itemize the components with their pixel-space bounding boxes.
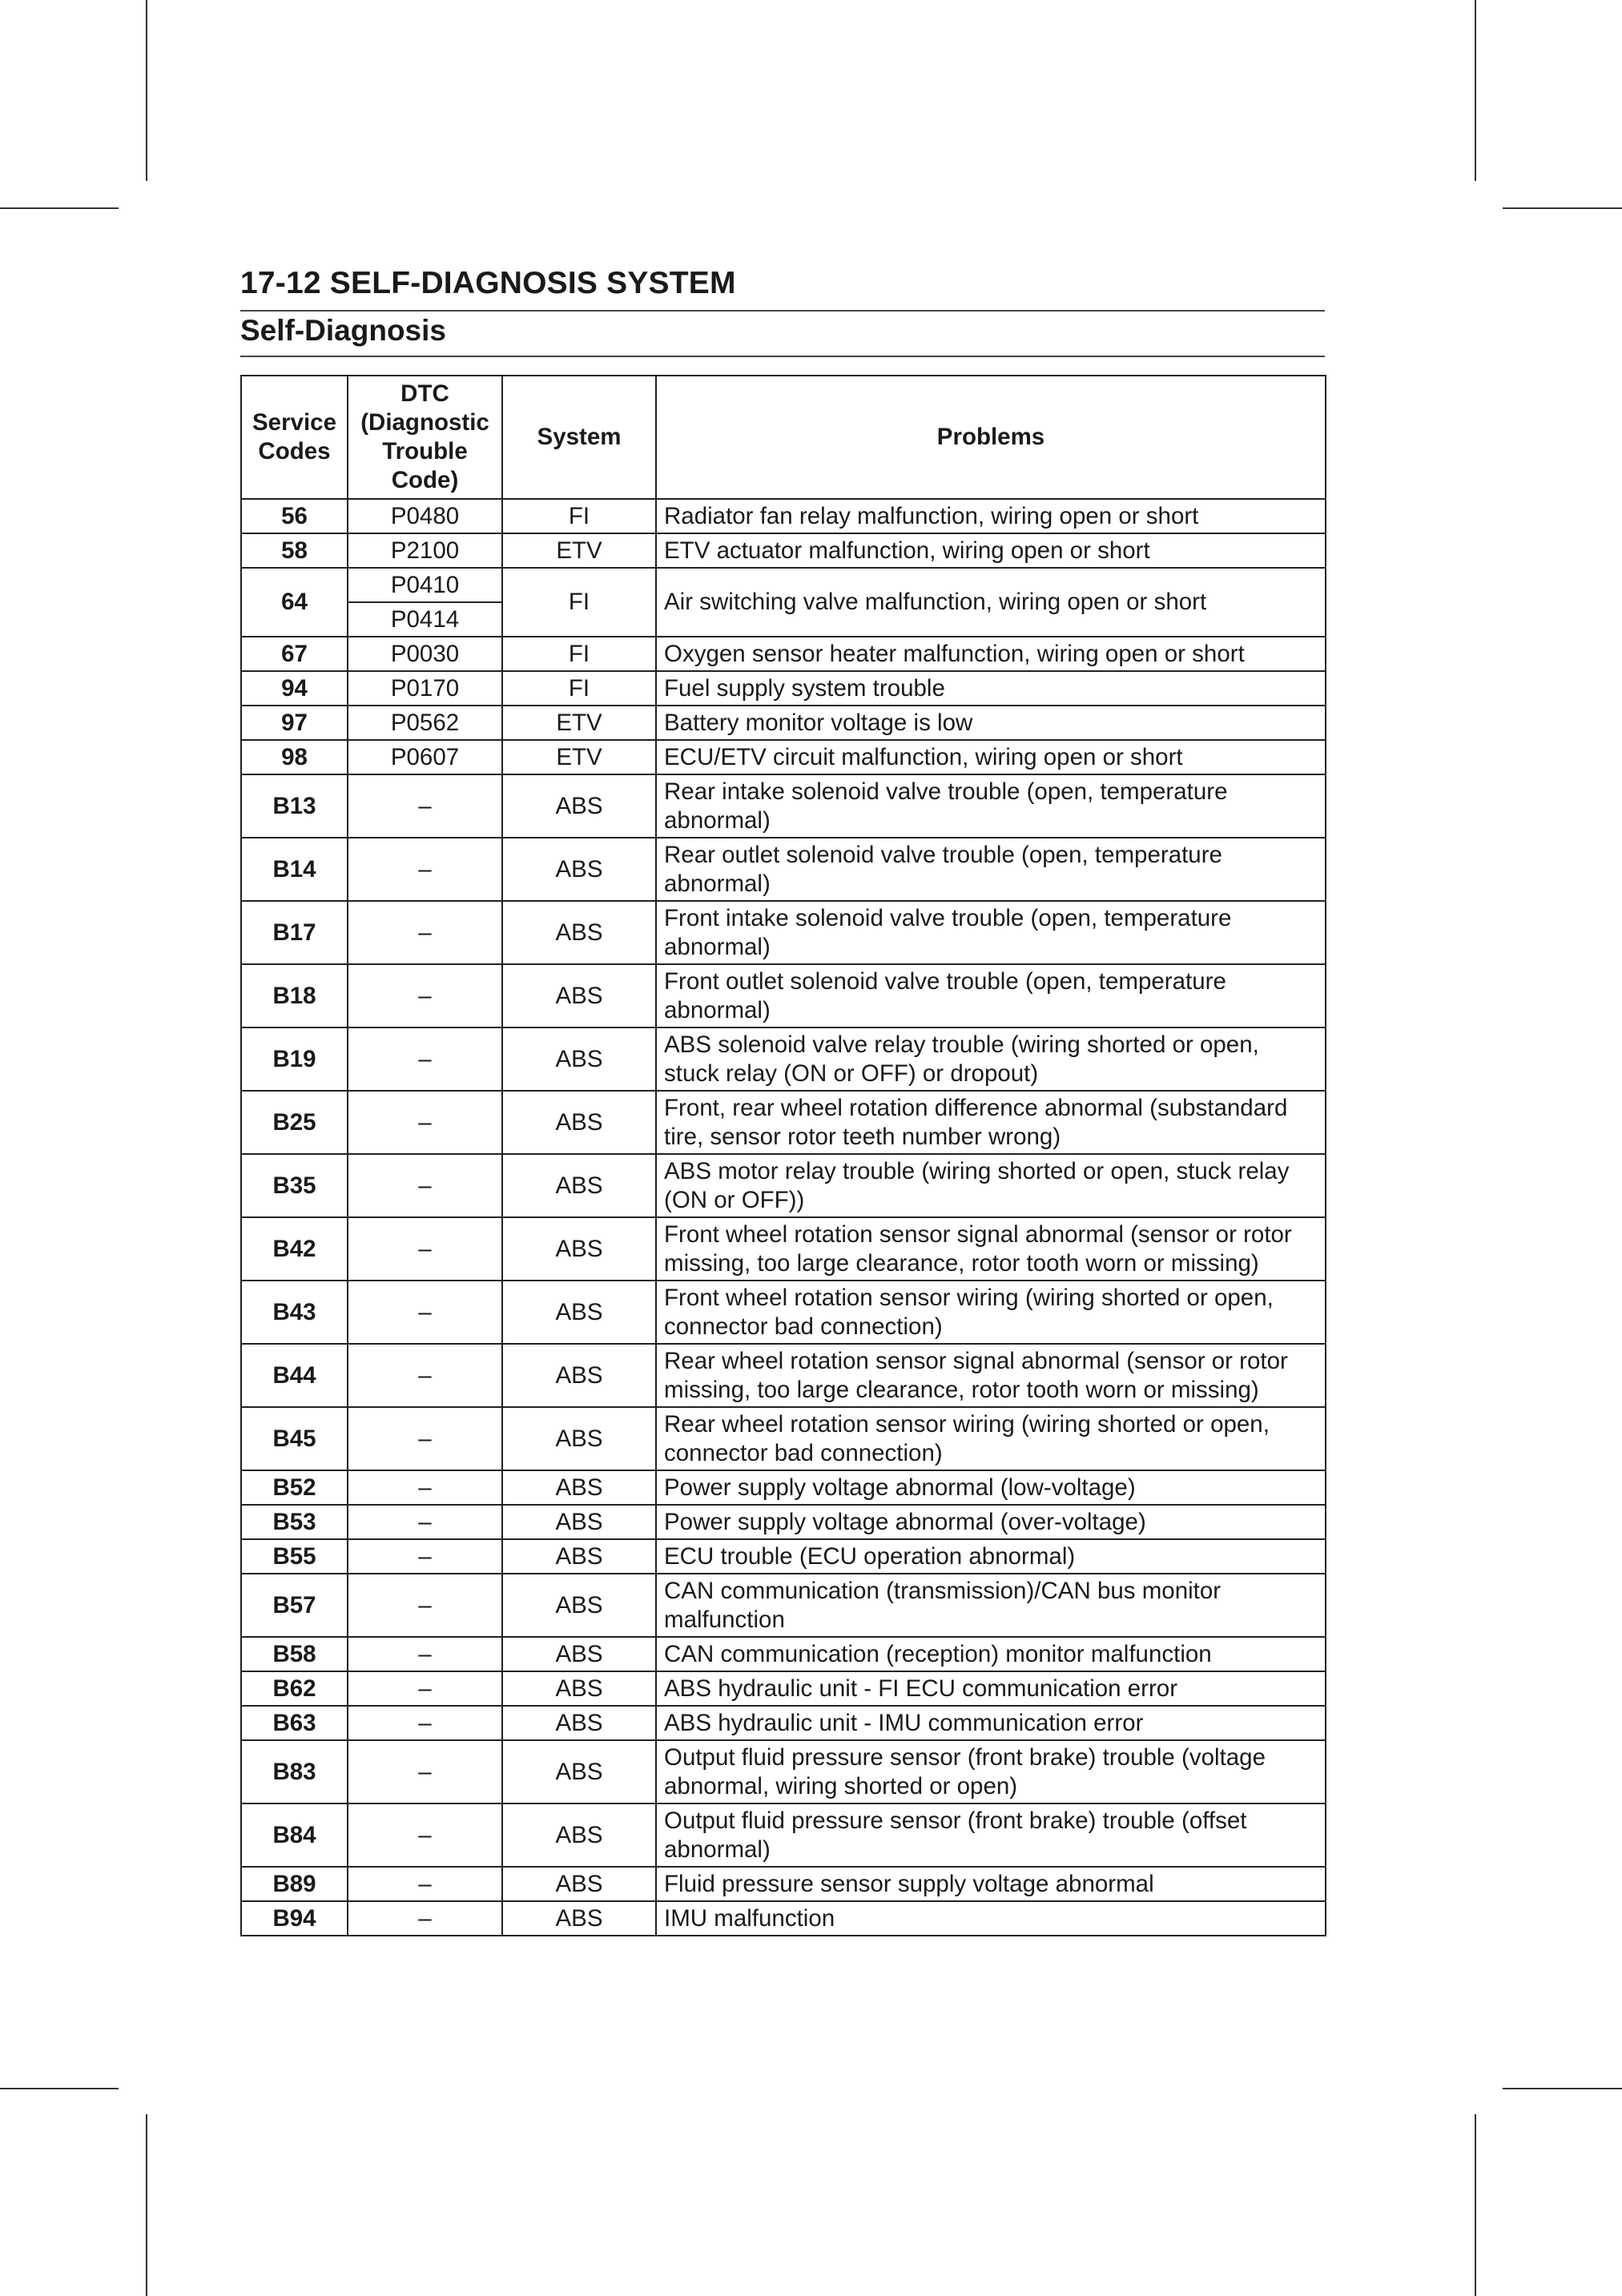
dtc-code: – (348, 1539, 502, 1574)
problem: Rear intake solenoid valve trouble (open, temperature abnormal) (656, 774, 1326, 838)
problem: Air switching valve malfunction, wiring open or short (656, 568, 1326, 637)
problem: Fuel supply system trouble (656, 671, 1326, 706)
service-code: 58 (241, 533, 348, 568)
system: ABS (502, 1344, 656, 1407)
problem: IMU malfunction (656, 1901, 1326, 1936)
system: ABS (502, 1281, 656, 1344)
service-code: B42 (241, 1217, 348, 1281)
system: FI (502, 568, 656, 637)
service-code: B63 (241, 1706, 348, 1740)
table-row (241, 499, 1326, 533)
dtc-code: P2100 (348, 533, 502, 568)
crop-mark-left-lower (0, 2088, 119, 2089)
service-code: B14 (241, 838, 348, 901)
column-header-service-codes: Service Codes (241, 376, 348, 499)
dtc-code: – (348, 1867, 502, 1901)
table-row (241, 1281, 1326, 1344)
system: ABS (502, 774, 656, 838)
problem: Front, rear wheel rotation difference abnormal (substandard tire, sensor rotor teeth number wrong) (656, 1091, 1326, 1154)
table-row (241, 1344, 1326, 1407)
crop-mark-right-upper (1503, 207, 1622, 209)
system: ETV (502, 706, 656, 740)
service-code: B43 (241, 1281, 348, 1344)
service-code: 98 (241, 740, 348, 774)
system: ABS (502, 901, 656, 964)
table-row (241, 1901, 1326, 1936)
dtc-code: P0414 (348, 602, 502, 637)
problem: CAN communication (transmission)/CAN bus monitor malfunction (656, 1574, 1326, 1637)
problem: ETV actuator malfunction, wiring open or short (656, 533, 1326, 568)
dtc-code: – (348, 1154, 502, 1217)
system: ETV (502, 533, 656, 568)
service-code: B58 (241, 1637, 348, 1671)
problem: ABS hydraulic unit - FI ECU communication error (656, 1671, 1326, 1706)
table-row (241, 568, 1326, 602)
system: ABS (502, 1867, 656, 1901)
service-code: 67 (241, 637, 348, 671)
dtc-code: – (348, 1803, 502, 1867)
problem: ECU/ETV circuit malfunction, wiring open or short (656, 740, 1326, 774)
system: ABS (502, 1901, 656, 1936)
table-row (241, 637, 1326, 671)
crop-mark-bottom-left (146, 2114, 147, 2296)
service-code: B89 (241, 1867, 348, 1901)
system: ABS (502, 1407, 656, 1470)
table-row (241, 1867, 1326, 1901)
dtc-code: P0410 (348, 568, 502, 602)
problem: CAN communication (reception) monitor malfunction (656, 1637, 1326, 1671)
service-code: B83 (241, 1740, 348, 1803)
system: ABS (502, 1217, 656, 1281)
dtc-code: – (348, 1407, 502, 1470)
column-header-system: System (502, 376, 656, 499)
system: ABS (502, 1027, 656, 1091)
dtc-code: – (348, 838, 502, 901)
dtc-code: – (348, 774, 502, 838)
service-code: B19 (241, 1027, 348, 1091)
problem: ABS hydraulic unit - IMU communication error (656, 1706, 1326, 1740)
service-code: B17 (241, 901, 348, 964)
service-code: B52 (241, 1470, 348, 1505)
table-row (241, 901, 1326, 964)
system: FI (502, 671, 656, 706)
service-code: 56 (241, 499, 348, 533)
problem: Rear wheel rotation sensor signal abnormal (sensor or rotor missing, too large clearance, rotor tooth worn or missing) (656, 1344, 1326, 1407)
service-code: B57 (241, 1574, 348, 1637)
crop-mark-top-left (146, 0, 147, 181)
system: ABS (502, 1539, 656, 1574)
table-row (241, 964, 1326, 1027)
system: ABS (502, 1706, 656, 1740)
dtc-code: P0030 (348, 637, 502, 671)
table-row (241, 1407, 1326, 1470)
service-code: B35 (241, 1154, 348, 1217)
table-row (241, 838, 1326, 901)
dtc-code: – (348, 1637, 502, 1671)
system: ABS (502, 1154, 656, 1217)
service-code: 97 (241, 706, 348, 740)
problem: Output fluid pressure sensor (front brake) trouble (offset abnormal) (656, 1803, 1326, 1867)
dtc-code: – (348, 1901, 502, 1936)
table-row (241, 740, 1326, 774)
table-row (241, 1154, 1326, 1217)
page-title: 17-12 SELF-DIAGNOSIS SYSTEM (240, 266, 736, 300)
dtc-code: – (348, 1091, 502, 1154)
dtc-code: P0562 (348, 706, 502, 740)
table-row (241, 1574, 1326, 1637)
dtc-code: – (348, 1281, 502, 1344)
service-code: B25 (241, 1091, 348, 1154)
table-row (241, 1539, 1326, 1574)
dtc-code: – (348, 1505, 502, 1539)
system: FI (502, 637, 656, 671)
problem: Front wheel rotation sensor wiring (wiring shorted or open, connector bad connection) (656, 1281, 1326, 1344)
table-row (241, 1637, 1326, 1671)
dtc-code: – (348, 1344, 502, 1407)
column-header-problems: Problems (656, 376, 1326, 499)
table-row (241, 1091, 1326, 1154)
table-header-row (241, 376, 1326, 499)
table-row (241, 1470, 1326, 1505)
section-divider (240, 356, 1325, 357)
dtc-code: – (348, 1671, 502, 1706)
problem: Rear outlet solenoid valve trouble (open, temperature abnormal) (656, 838, 1326, 901)
crop-mark-top-right (1475, 0, 1476, 181)
crop-mark-left-upper (0, 207, 119, 209)
service-code: B45 (241, 1407, 348, 1470)
system: ABS (502, 1637, 656, 1671)
diagnosis-table (240, 375, 1326, 1936)
problem: Oxygen sensor heater malfunction, wiring open or short (656, 637, 1326, 671)
table-row (241, 533, 1326, 568)
service-code: B62 (241, 1671, 348, 1706)
dtc-code: P0170 (348, 671, 502, 706)
table-row (241, 706, 1326, 740)
service-code: B13 (241, 774, 348, 838)
table-row (241, 1803, 1326, 1867)
system: ABS (502, 838, 656, 901)
dtc-code: P0480 (348, 499, 502, 533)
system: ETV (502, 740, 656, 774)
title-divider (240, 310, 1325, 312)
service-code: B18 (241, 964, 348, 1027)
table-row (241, 1217, 1326, 1281)
dtc-code: – (348, 1470, 502, 1505)
dtc-code: – (348, 1217, 502, 1281)
dtc-code: – (348, 1706, 502, 1740)
service-code: B84 (241, 1803, 348, 1867)
table-row (241, 1027, 1326, 1091)
system: ABS (502, 1470, 656, 1505)
system: ABS (502, 1740, 656, 1803)
problem: ABS motor relay trouble (wiring shorted or open, stuck relay (ON or OFF)) (656, 1154, 1326, 1217)
system: ABS (502, 1671, 656, 1706)
table-row (241, 1505, 1326, 1539)
dtc-code: P0607 (348, 740, 502, 774)
dtc-code: – (348, 964, 502, 1027)
system: ABS (502, 1091, 656, 1154)
problem: Front outlet solenoid valve trouble (open, temperature abnormal) (656, 964, 1326, 1027)
system: ABS (502, 1574, 656, 1637)
table-row (241, 1706, 1326, 1740)
service-code: B55 (241, 1539, 348, 1574)
system: FI (502, 499, 656, 533)
system: ABS (502, 964, 656, 1027)
problem: Power supply voltage abnormal (low-voltage) (656, 1470, 1326, 1505)
system: ABS (502, 1803, 656, 1867)
problem: ABS solenoid valve relay trouble (wiring shorted or open, stuck relay (ON or OFF) or dropout) (656, 1027, 1326, 1091)
crop-mark-right-lower (1503, 2088, 1622, 2089)
table-row (241, 1671, 1326, 1706)
system: ABS (502, 1505, 656, 1539)
dtc-code: – (348, 901, 502, 964)
problem: Power supply voltage abnormal (over-voltage) (656, 1505, 1326, 1539)
column-header-dtc: DTC (Diagnostic Trouble Code) (348, 376, 502, 499)
problem: Battery monitor voltage is low (656, 706, 1326, 740)
dtc-code: – (348, 1027, 502, 1091)
problem: Rear wheel rotation sensor wiring (wiring shorted or open, connector bad connection) (656, 1407, 1326, 1470)
service-code: 94 (241, 671, 348, 706)
dtc-code: – (348, 1740, 502, 1803)
service-code: B53 (241, 1505, 348, 1539)
problem: Front intake solenoid valve trouble (open, temperature abnormal) (656, 901, 1326, 964)
problem: ECU trouble (ECU operation abnormal) (656, 1539, 1326, 1574)
table-row (241, 671, 1326, 706)
section-title: Self-Diagnosis (240, 314, 446, 347)
service-code: 64 (241, 568, 348, 637)
table-row (241, 774, 1326, 838)
problem: Output fluid pressure sensor (front brake) trouble (voltage abnormal, wiring shorted or open) (656, 1740, 1326, 1803)
problem: Fluid pressure sensor supply voltage abnormal (656, 1867, 1326, 1901)
crop-mark-bottom-right (1475, 2114, 1476, 2296)
service-code: B44 (241, 1344, 348, 1407)
problem: Front wheel rotation sensor signal abnormal (sensor or rotor missing, too large clearance, rotor tooth worn or missing) (656, 1217, 1326, 1281)
problem: Radiator fan relay malfunction, wiring open or short (656, 499, 1326, 533)
dtc-code: – (348, 1574, 502, 1637)
table-row (241, 1740, 1326, 1803)
service-code: B94 (241, 1901, 348, 1936)
